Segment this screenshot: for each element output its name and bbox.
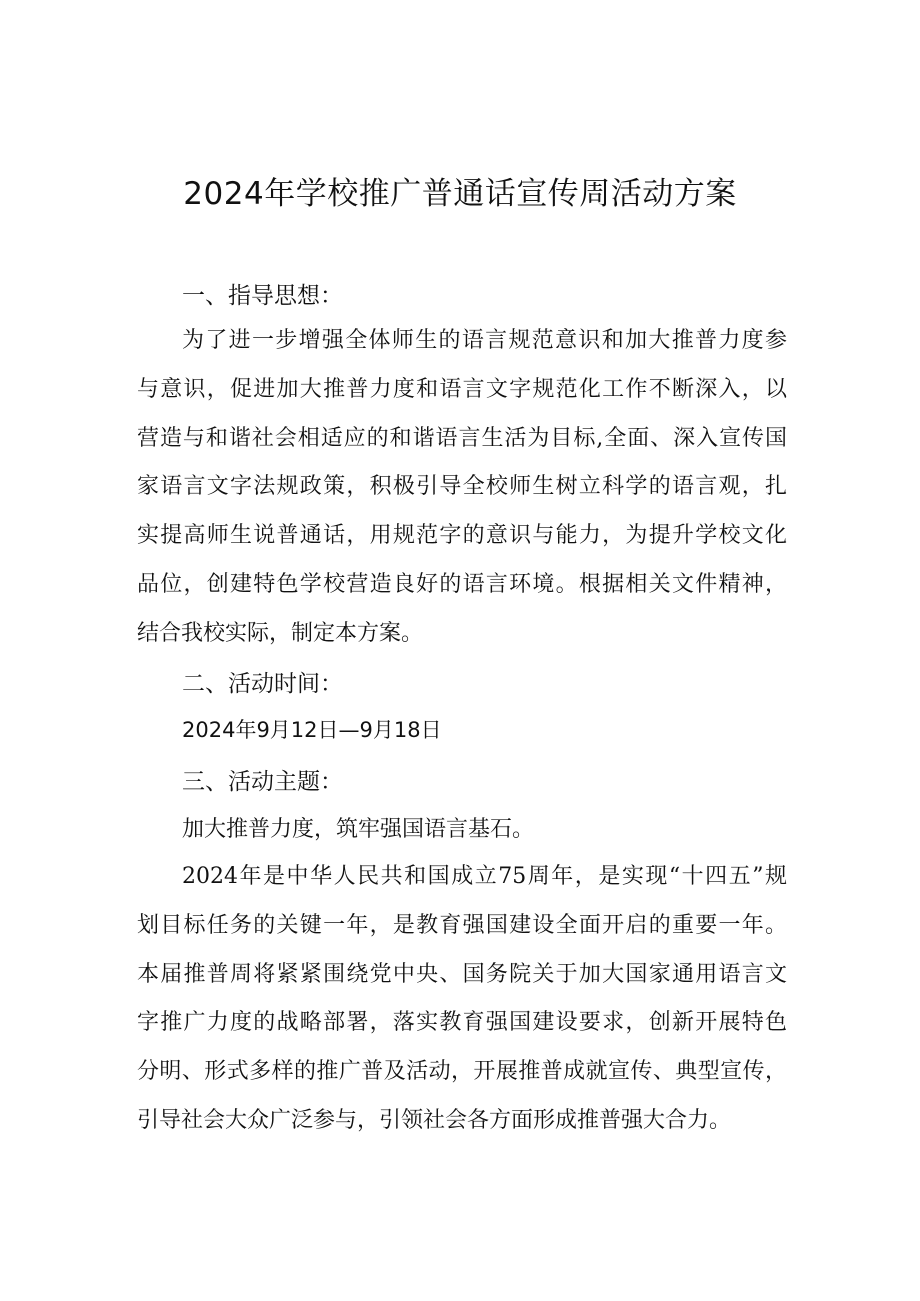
section-heading-activity-time: 二、活动时间： — [182, 671, 343, 697]
activity-theme-text: 加大推普力度，筑牢强国语言基石。 — [182, 817, 535, 842]
paragraph-line: 本届推普周将紧紧围绕党中央、国务院关于加大国家通用语言文 — [137, 961, 787, 987]
guiding-ideology-paragraph — [137, 317, 787, 658]
activity-date: 2024年9月12日—9月18日 — [182, 718, 442, 742]
document-title: 2024年学校推广普通话宣传周活动方案 — [183, 176, 737, 212]
paragraph-line: 家语言文字法规政策，积极引导全校师生树立科学的语言观，扎 — [137, 474, 787, 500]
paragraph-line: 结合我校实际，制定本方案。 — [137, 620, 424, 646]
paragraph-line: 品位，创建特色学校营造良好的语言环境。根据相关文件精神， — [137, 571, 787, 597]
paragraph-line: 2024年是中华人民共和国成立75周年，是实现“十四五”规 — [182, 864, 787, 889]
paragraph-line: 营造与和谐社会相适应的和谐语言生活为目标,全面、深入宣传国 — [137, 425, 787, 451]
section-heading-guiding-ideology: 一、指导思想： — [182, 283, 343, 309]
activity-theme-paragraph — [137, 853, 787, 1146]
paragraph-line: 划目标任务的关键一年，是教育强国建设全面开启的重要一年。 — [137, 912, 787, 938]
paragraph-line: 字推广力度的战略部署，落实教育强国建设要求，创新开展特色 — [137, 1010, 787, 1036]
paragraph-line: 与意识，促进加大推普力度和语言文字规范化工作不断深入，以 — [137, 376, 787, 402]
paragraph-line: 为了进一步增强全体师生的语言规范意识和加大推普力度参 — [182, 328, 787, 353]
section-heading-activity-theme: 三、活动主题： — [182, 769, 343, 795]
paragraph-line: 引导社会大众广泛参与，引领社会各方面形成推普强大合力。 — [137, 1107, 732, 1133]
paragraph-line: 实提高师生说普通话，用规范字的意识与能力，为提升学校文化 — [137, 523, 787, 548]
paragraph-line: 分明、形式多样的推广普及活动，开展推普成就宣传、典型宣传， — [137, 1059, 787, 1084]
